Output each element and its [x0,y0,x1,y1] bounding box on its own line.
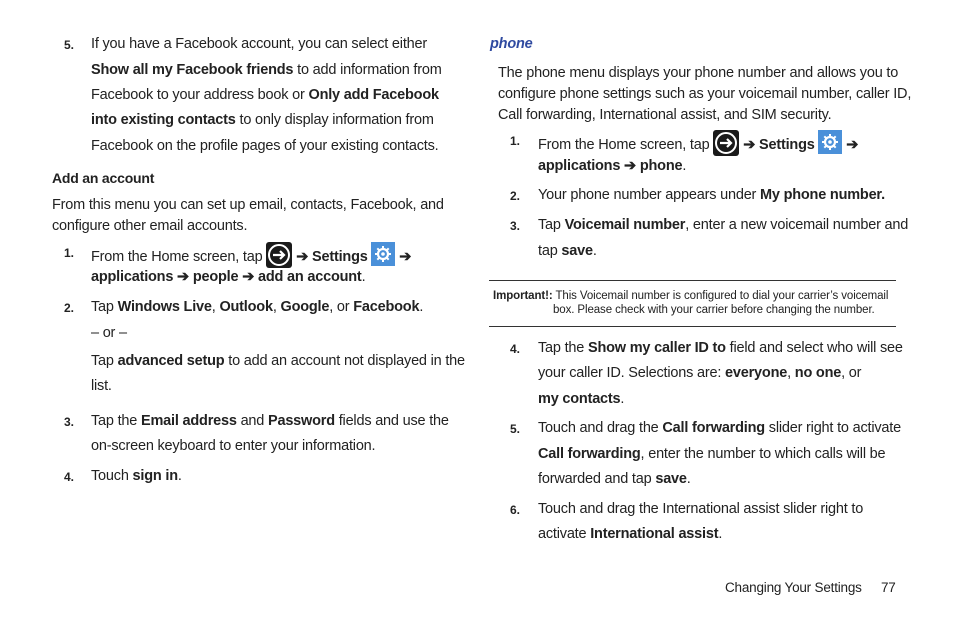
text-line: activate International assist. [538,526,723,542]
step-number: 3. [64,415,75,429]
text-line: Tap the Email address and Password fields and use the [91,413,449,429]
text-line: Show all my Facebook friends to add information from [91,62,442,78]
important-note: box. Please check with your carrier before changing the number. [553,304,875,316]
text-line: Touch sign in. [91,468,182,484]
paragraph-line: Call forwarding, International assist, and SIM security. [498,107,832,123]
text-line: applications ➔ phone. [538,158,687,174]
text-line: my contacts. [538,391,625,407]
text-line: From the Home screen, tap ➔ Settings ➔ [91,244,411,270]
text-line: If you have a Facebook account, you can select either [91,36,427,52]
text-line: Call forwarding, enter the number to which calls will be [538,446,886,462]
settings-gear-icon [371,242,395,266]
text-line: From the Home screen, tap ➔ Settings ➔ [538,132,858,158]
step-number: 5. [64,38,75,52]
phone-heading: phone [490,36,533,52]
paragraph-line: The phone menu displays your phone number and allows you to [498,65,899,81]
divider [489,326,896,327]
step-number: 3. [510,219,521,233]
home-arrow-icon [266,242,292,268]
text-line: Tap Voicemail number, enter a new voicemail number and [538,217,909,233]
text-line: applications ➔ people ➔ add an account. [91,269,366,285]
home-arrow-icon [713,130,739,156]
text-line: into existing contacts to only display information from [91,112,434,128]
paragraph-line: configure other email accounts. [52,218,248,234]
step-number: 5. [510,422,521,436]
right-arrow-icon: ➔ [743,136,756,153]
right-arrow-icon: ➔ [846,136,859,153]
text-line: Touch and drag the Call forwarding slider right to activate [538,420,901,436]
text-line: – or – [91,325,127,341]
right-arrow-icon: ➔ [242,269,255,285]
step-number: 4. [510,342,521,356]
step-number: 4. [64,470,75,484]
step-number: 1. [510,134,521,148]
right-arrow-icon: ➔ [177,269,189,285]
step-number: 2. [510,189,521,203]
paragraph-line: From this menu you can set up email, contacts, Facebook, and [52,197,444,213]
text-line: Touch and drag the International assist slider right to [538,501,864,517]
text-line: your caller ID. Selections are: everyone, no one, or [538,365,862,381]
text-line: tap save. [538,243,597,259]
footer-section-title: Changing Your Settings [725,580,862,595]
text-line: Tap advanced setup to add an account not displayed in the [91,353,465,369]
text-line: Your phone number appears under My phone number. [538,187,885,203]
step-number: 6. [510,503,521,517]
text-line: Facebook to your address book or Only add Facebook [91,87,439,103]
section-heading: Add an account [52,170,155,186]
text-line: on-screen keyboard to enter your information. [91,438,376,454]
important-note: Important!: This Voicemail number is configured to dial your carrier’s voicemail [493,290,889,302]
step-number: 2. [64,301,75,315]
text-line: Facebook on the profile pages of your existing contacts. [91,138,439,154]
right-arrow-icon: ➔ [399,248,412,265]
text-line: Tap the Show my caller ID to field and select who will see [538,340,903,356]
step-number: 1. [64,246,75,260]
paragraph-line: configure phone settings such as your voicemail number, caller ID, [498,86,912,102]
text-line: forwarded and tap save. [538,471,691,487]
text-line: list. [91,378,112,394]
text-line: Tap Windows Live, Outlook, Google, or Facebook. [91,299,424,315]
page-number: 77 [881,580,896,595]
right-arrow-icon: ➔ [296,248,309,265]
settings-gear-icon [818,130,842,154]
divider [489,280,896,281]
right-arrow-icon: ➔ [624,158,636,174]
